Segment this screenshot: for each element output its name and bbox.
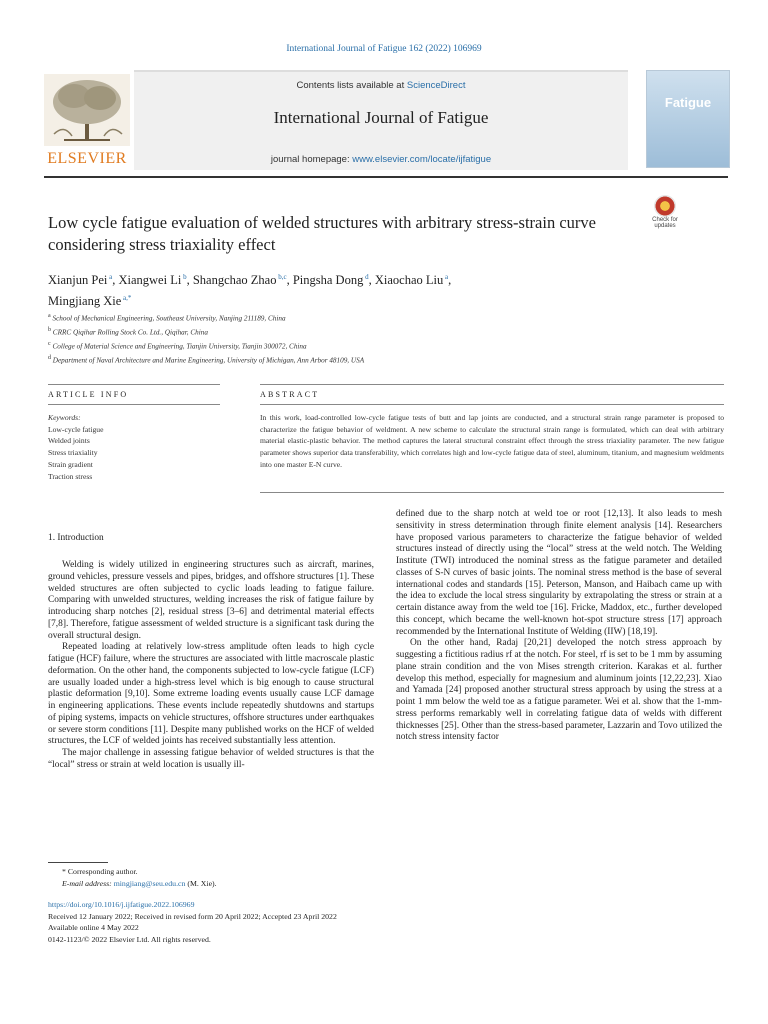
homepage-line	[134, 154, 628, 165]
keyword-item: Low-cycle fatigue	[48, 424, 104, 434]
author-name[interactable]: Xianjun Pei	[48, 273, 108, 288]
keyword-item: Welded joints	[48, 436, 90, 446]
author-line-1: Xianjun Pei $^a$, Xiangwei Li $^b$, Shangchao Zhao $^{b,c}$, Pingsha Dong $^d$, Xiaochao Liu $^a$,	[48, 273, 452, 288]
info-rule	[48, 384, 220, 385]
abstract-text: In this work, load-controlled low-cycle fatigue tests of butt and lap joints are conducted, and a structural strain range parameter is proposed to characterize the fatigue behavior of weldment. A new scheme to calculate the structural strain range is formulated, which can deal with arbitrary material elastic-plastic behavior. The method captures the lateral structural constraint effect through the stress triaxiality parameter. The new fatigue parameter shows superior data transferability, which correlates high and low-cycle fatigue data of steel, aluminum, titanium, and magnesium weldments into one master E-N curve.	[260, 413, 724, 469]
article-info-heading: ARTICLE INFO	[48, 390, 129, 399]
author-name[interactable]: Pingsha Dong	[292, 273, 364, 288]
author-affiliation-marker[interactable]: a	[107, 273, 113, 281]
author-name[interactable]: Xiaochao Liu	[374, 273, 444, 288]
abstract-heading: ABSTRACT	[260, 390, 320, 399]
keywords-list	[48, 424, 218, 483]
corresponding-author-note: * Corresponding author.	[62, 867, 138, 876]
author-name[interactable]: Xiangwei Li	[118, 273, 182, 288]
keyword-item: Stress triaxiality	[48, 448, 98, 458]
homepage-prefix: journal homepage:	[270, 154, 353, 165]
affiliation-item	[48, 353, 648, 367]
email-label: E-mail address:	[62, 878, 114, 888]
body-paragraph: On the other hand, Radaj [20,21] developed the notch stress approach by suggesting a fictitious radius rf at the notch. For steel, rf is set to be 1 mm by assuming plane strain condition and the von Mises strength criterion. Karakas et al. further develop this method, especially for magnesium and aluminum joints [12,22,23]. Xiao and Yamada [24] proposed another structural stress approach by using the stress at a point 1 mm below the weld toe as a fatigue parameter. Wei et al. show that the 1-mm-stress performs remarkably well in correlating fatigue data of welds with different thicknesses [25]. Other than the stress-based parameter, Lazzarin and Tovo utilized the notch stress intensity factor	[396, 638, 722, 743]
journal-citation-link[interactable]: International Journal of Fatigue 162 (2022) 106969	[286, 44, 482, 54]
author-name[interactable]: Mingjiang Xie	[48, 294, 122, 309]
affiliation-marker: b	[48, 326, 51, 333]
journal-banner-box	[134, 70, 628, 170]
cover-title: Fatigue	[664, 95, 712, 110]
affiliation-marker: d	[48, 354, 51, 361]
abstract-rule-2	[260, 404, 724, 405]
abstract-bottom-rule	[260, 492, 724, 493]
journal-cover-thumbnail[interactable]	[646, 70, 730, 168]
article-history	[48, 899, 337, 945]
journal-banner	[44, 70, 728, 168]
contents-prefix: Contents lists available at	[296, 80, 407, 91]
author-line-2	[48, 289, 608, 310]
header-rule	[44, 176, 728, 178]
keywords-block	[48, 412, 218, 482]
article-title: Low cycle fatigue evaluation of welded structures with arbitrary stress-strain curve considering stress triaxiality effect	[48, 213, 596, 254]
affiliation-item	[48, 339, 648, 353]
body-paragraph: Welding is widely utilized in engineering structures such as aircraft, marines, ground vehicles, pressure vessels and pipes, bridges, and offshore structures [1]. These welded structures are often subjected to cyclic loads leading to fatigue failure. Comparing with unwelded structures, welding increases the risk of fatigue failure by introducing sharp notches [2], residual stress [3–6] and detrimental material effects [7,8]. Therefore, fatigue assessment of welded structure is a significant task during the overall structural design.	[48, 560, 374, 641]
affiliation-text: CRRC Qiqihar Rolling Stock Co. Ltd., Qiqihar, China	[51, 328, 208, 337]
check-updates-icon	[654, 195, 676, 217]
section-1-heading: 1. Introduction	[48, 533, 104, 543]
author-affiliation-marker[interactable]: b	[181, 273, 187, 281]
affiliations	[48, 311, 648, 367]
body-paragraph: The major challenge in assessing fatigue behavior of welded structures is that the “local” stress or strain at weld location is usually ill-	[48, 748, 374, 770]
email-suffix: (M. Xie).	[185, 878, 217, 888]
check-for-updates-button[interactable]	[650, 195, 680, 229]
online-date: Available online 4 May 2022	[48, 923, 139, 932]
info-rule-2	[48, 404, 220, 405]
body-paragraph: defined due to the sharp notch at weld toe or root [12,13]. It also leads to mesh sensitivity in stress determination through finite element analysis [14]. Researchers have proposed various parameters to characterize the fatigue behavior of welded structures instead of directly using the “local” stress at the weld notch. The Welding Institute (TWI) introduced the nominal stress as the fatigue parameter and detailed classes of S-N curves of basic joints. The nominal stress method is the base of several international codes and standards [15]. Peterson, Manson, and Haibach came up with the idea to exclude the local stress singularity by extrapolating the stress or strain at a certain distance away from the weld toe [16]. Fricke, Maddox, etc., further developed this concept, which became the well-known hot-spot structure stress [17] approach recommended by the International Institute of Welding (IIW) [18,19].	[396, 509, 722, 637]
affiliation-marker: a	[48, 313, 51, 319]
copyright: 0142-1123/© 2022 Elsevier Ltd. All rights reserved.	[48, 934, 211, 944]
affiliation-item	[48, 311, 648, 325]
email-link[interactable]: mingjiang@seu.edu.cn	[113, 878, 186, 888]
abstract-rule	[260, 384, 724, 385]
affiliation-marker: c	[48, 340, 51, 347]
elsevier-tree-logo	[44, 74, 130, 166]
author-list	[48, 268, 608, 310]
keyword-item: Strain gradient	[48, 459, 93, 469]
email-note	[48, 878, 217, 890]
body-right-column	[396, 509, 722, 744]
author-affiliation-marker[interactable]: d	[363, 273, 369, 281]
received-dates: Received 12 January 2022; Received in revised form 20 April 2022; Accepted 23 April 2022	[48, 911, 337, 921]
publisher-name: ELSEVIER	[47, 150, 127, 167]
keyword-item: Traction stress	[48, 471, 93, 481]
journal-name: International Journal of Fatigue	[273, 108, 489, 127]
check-updates-label: Check for updates	[652, 217, 678, 229]
body-paragraph: Repeated loading at relatively low-stress amplitude often leads to high cycle fatigue (HCF) failure, where the structures are associated with little macroscale plastic deformation. On the other hand, the components subjected to low-cycle fatigue (LCF) are usually loaded under a high-stress level which is big enough to cause structural plastic deformation [9,10]. Some extreme loading events usually cause LCF damage in engineering applications. These events include repeatedly shutdowns and startups of piping systems, impacts on vehicle structures, offshore structures under earthquakes or severe storm conditions [11]. Despite many published works on the HCF of welded structures, the LCF of welded joints has received substantially less attention.	[48, 642, 374, 747]
contents-line	[134, 80, 628, 91]
author-affiliation-marker[interactable]: a	[443, 273, 449, 281]
author-name[interactable]: Shangchao Zhao	[192, 273, 277, 288]
sciencedirect-link[interactable]: ScienceDirect	[406, 80, 466, 91]
affiliation-text: School of Mechanical Engineering, Southeast University, Nanjing 211189, China	[50, 314, 286, 323]
footnote-rule	[48, 862, 108, 863]
homepage-link[interactable]: www.elsevier.com/locate/ijfatigue	[352, 154, 492, 165]
keywords-label: Keywords:	[48, 413, 81, 422]
affiliation-text: Department of Naval Architecture and Marine Engineering, University of Michigan, Ann Arbor 48109, USA	[51, 356, 365, 365]
affiliation-text: College of Material Science and Engineering, Tianjin University, Tianjin 300072, China	[50, 342, 307, 351]
affiliation-item	[48, 325, 648, 339]
doi-link[interactable]: https://doi.org/10.1016/j.ijfatigue.2022.106969	[48, 900, 195, 909]
author-affiliation-marker[interactable]: b,c	[276, 273, 287, 281]
body-left-column	[48, 560, 374, 772]
author-affiliation-marker[interactable]: a,*	[121, 294, 132, 303]
footnotes	[48, 866, 217, 889]
